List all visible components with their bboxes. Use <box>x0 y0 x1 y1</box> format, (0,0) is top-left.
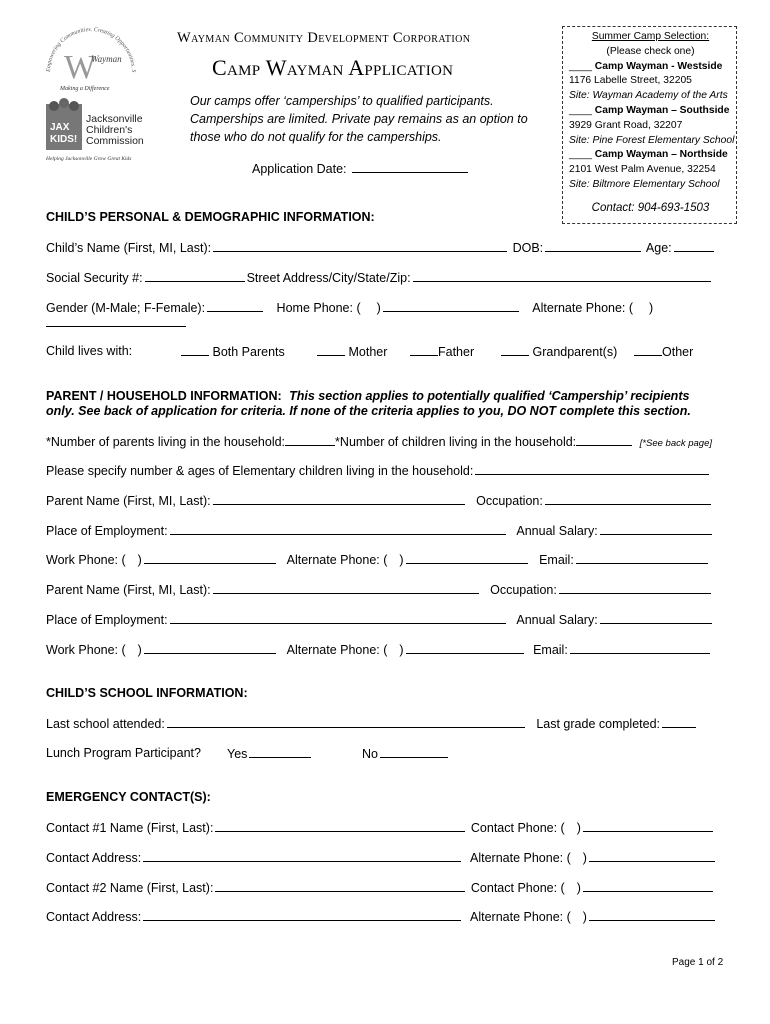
lunch-yes-option[interactable]: Yes <box>227 746 313 761</box>
camp-option-westside[interactable]: ____ Camp Wayman - Westside <box>569 60 723 72</box>
camp-site: Site: Pine Forest Elementary School <box>569 134 735 146</box>
camp-site: Site: Biltmore Elementary School <box>569 178 720 190</box>
commission-line3: Commission <box>86 135 144 147</box>
parent1-name-row: Parent Name (First, MI, Last): Occupation: <box>46 493 713 508</box>
parent1-employment-field[interactable] <box>170 523 506 535</box>
contact1-name-field[interactable] <box>215 820 465 832</box>
lunch-no-option[interactable]: No <box>362 746 450 761</box>
intro-text: Our camps offer ‘camperships’ to qualified participants. Camperships are limited. Private pay remains as an option to those who do not qualify for the camperships. <box>190 94 528 144</box>
application-date-field[interactable] <box>352 161 468 173</box>
street-address-field[interactable] <box>413 270 711 282</box>
parents-count-field[interactable] <box>285 434 335 446</box>
child-name-field[interactable] <box>213 240 507 252</box>
contact1-alt-phone-field[interactable] <box>589 850 715 862</box>
page-title: Camp Wayman Application <box>212 55 454 80</box>
parent2-alt-phone-field[interactable] <box>406 642 524 654</box>
contact2-alt-phone-field[interactable] <box>589 909 715 921</box>
lunch-yes-field[interactable] <box>249 746 311 758</box>
last-school-field[interactable] <box>167 716 525 728</box>
parent2-email-field[interactable] <box>570 642 710 654</box>
household-note-line1: This section applies to potentially qualified ‘Campership’ recipients <box>289 389 690 403</box>
lives-with-mother[interactable]: Mother <box>317 344 387 359</box>
child-name-row: Child’s Name (First, MI, Last): DOB: Age: <box>46 240 716 255</box>
parent1-alt-phone-field[interactable] <box>406 552 528 564</box>
organization-name: Wayman Community Development Corporation <box>177 30 471 46</box>
wayman-logo <box>36 24 146 104</box>
household-heading: PARENT / HOUSEHOLD INFORMATION: <box>46 389 282 403</box>
see-back-note: [*See back page] <box>639 438 713 449</box>
jax-kids-badge: JAX <box>50 122 70 133</box>
svg-text:W: W <box>64 49 97 86</box>
contact2-name-row: Contact #2 Name (First, Last): Contact Phone: ( ) <box>46 880 715 895</box>
contact2-phone-field[interactable] <box>583 880 713 892</box>
parent1-name-field[interactable] <box>213 493 465 505</box>
camp-address: 3929 Grant Road, 32207 <box>569 119 683 131</box>
gender-phone-row: Gender (M-Male; F-Female): Home Phone: ( ) Alternate Phone: ( ) <box>46 301 654 315</box>
commission-line1: Jacksonville <box>86 113 143 125</box>
camp-address: 1176 Labelle Street, 32205 <box>569 75 692 87</box>
age-field[interactable] <box>674 240 714 252</box>
parent2-phone-row: Work Phone: ( ) Alternate Phone: ( ) Email: <box>46 642 712 657</box>
lives-with-row: Child lives with: <box>46 344 133 358</box>
wayman-ring-text: Empowering Communities. Creating Opportunities. S <box>45 26 137 73</box>
parent1-occupation-field[interactable] <box>545 493 711 505</box>
parent2-name-row: Parent Name (First, MI, Last): Occupation: <box>46 582 713 597</box>
dob-field[interactable] <box>545 240 641 252</box>
contact1-address-row: Contact Address: Alternate Phone: ( ) <box>46 850 717 865</box>
commission-tagline: Helping Jacksonville Grow Great Kids <box>46 156 132 162</box>
last-grade-field[interactable] <box>662 716 696 728</box>
gender-field[interactable] <box>207 300 263 312</box>
contact2-address-row: Contact Address: Alternate Phone: ( ) <box>46 909 717 924</box>
application-date-label: Application Date: <box>252 162 347 176</box>
ssn-address-row: Social Security #: Street Address/City/State/Zip: <box>46 270 713 285</box>
lives-with-other[interactable]: Other <box>634 344 693 359</box>
svg-text:KIDS!: KIDS! <box>50 134 78 145</box>
elementary-children-field[interactable] <box>475 463 709 475</box>
child-info-heading: CHILD’S PERSONAL & DEMOGRAPHIC INFORMATION: <box>46 210 375 224</box>
camp-option-northside[interactable]: ____ Camp Wayman – Northside <box>569 149 728 161</box>
contact2-name-field[interactable] <box>215 880 465 892</box>
parent2-employment-field[interactable] <box>170 612 506 624</box>
page-number: Page 1 of 2 <box>672 957 724 968</box>
camp-selection-box <box>562 26 737 224</box>
wayman-tagline: Making a Difference <box>60 86 110 92</box>
parent1-phone-row: Work Phone: ( ) Alternate Phone: ( ) Email: <box>46 552 710 567</box>
camp-option-southside[interactable]: ____ Camp Wayman – Southside <box>569 104 730 116</box>
ssn-field[interactable] <box>145 270 245 282</box>
parent2-name-field[interactable] <box>213 582 479 594</box>
jacksonville-childrens-commission-logo <box>44 98 154 168</box>
lives-with-grandparents[interactable]: Grandparent(s) <box>501 344 617 359</box>
commission-line2: Children's <box>86 124 133 136</box>
contact1-name-row: Contact #1 Name (First, Last): Contact Phone: ( ) <box>46 820 715 835</box>
school-heading: CHILD’S SCHOOL INFORMATION: <box>46 686 248 700</box>
lives-with-father[interactable]: Father <box>410 344 474 359</box>
lives-with-both-parents[interactable]: Both Parents <box>181 344 285 359</box>
camp-selection-instruction: (Please check one) <box>606 45 695 57</box>
parent2-employment-row: Place of Employment: Annual Salary: <box>46 612 714 627</box>
contact2-address-field[interactable] <box>143 909 461 921</box>
household-counts-row: *Number of parents living in the household: *Number of children living in the household: [*See back page] <box>46 435 713 449</box>
application-date-row <box>252 161 470 176</box>
parent2-occupation-field[interactable] <box>559 582 711 594</box>
household-note-line2: only. See back of application for criteria. If none of the criteria applies to you, DO NOT complete this section. <box>46 404 691 418</box>
parent1-employment-row: Place of Employment: Annual Salary: <box>46 523 714 538</box>
camp-selection-heading: Summer Camp Selection: <box>591 31 710 42</box>
parent2-salary-field[interactable] <box>600 612 712 624</box>
household-heading-row <box>46 389 689 403</box>
home-phone-field[interactable] <box>383 300 519 312</box>
elementary-row: Please specify number & ages of Elementary children living in the household: <box>46 463 711 478</box>
last-school-row: Last school attended: Last grade completed: <box>46 716 698 731</box>
contact1-phone-field[interactable] <box>583 820 713 832</box>
lunch-no-field[interactable] <box>380 746 448 758</box>
parent2-work-phone-field[interactable] <box>144 642 276 654</box>
children-count-field[interactable] <box>576 434 632 446</box>
camp-site: Site: Wayman Academy of the Arts <box>569 90 728 102</box>
parent1-work-phone-field[interactable] <box>144 552 276 564</box>
alternate-phone-field[interactable] <box>46 326 186 327</box>
camp-contact: Contact: 904-693-1503 <box>591 201 710 214</box>
wayman-mark: Wayman <box>91 54 122 64</box>
parent1-salary-field[interactable] <box>600 523 712 535</box>
parent1-email-field[interactable] <box>576 552 708 564</box>
contact1-address-field[interactable] <box>143 850 461 862</box>
camp-address: 2101 West Palm Avenue, 32254 <box>569 164 716 176</box>
lunch-program-row: Lunch Program Participant? <box>46 746 201 760</box>
emergency-heading: EMERGENCY CONTACT(S): <box>46 790 211 804</box>
